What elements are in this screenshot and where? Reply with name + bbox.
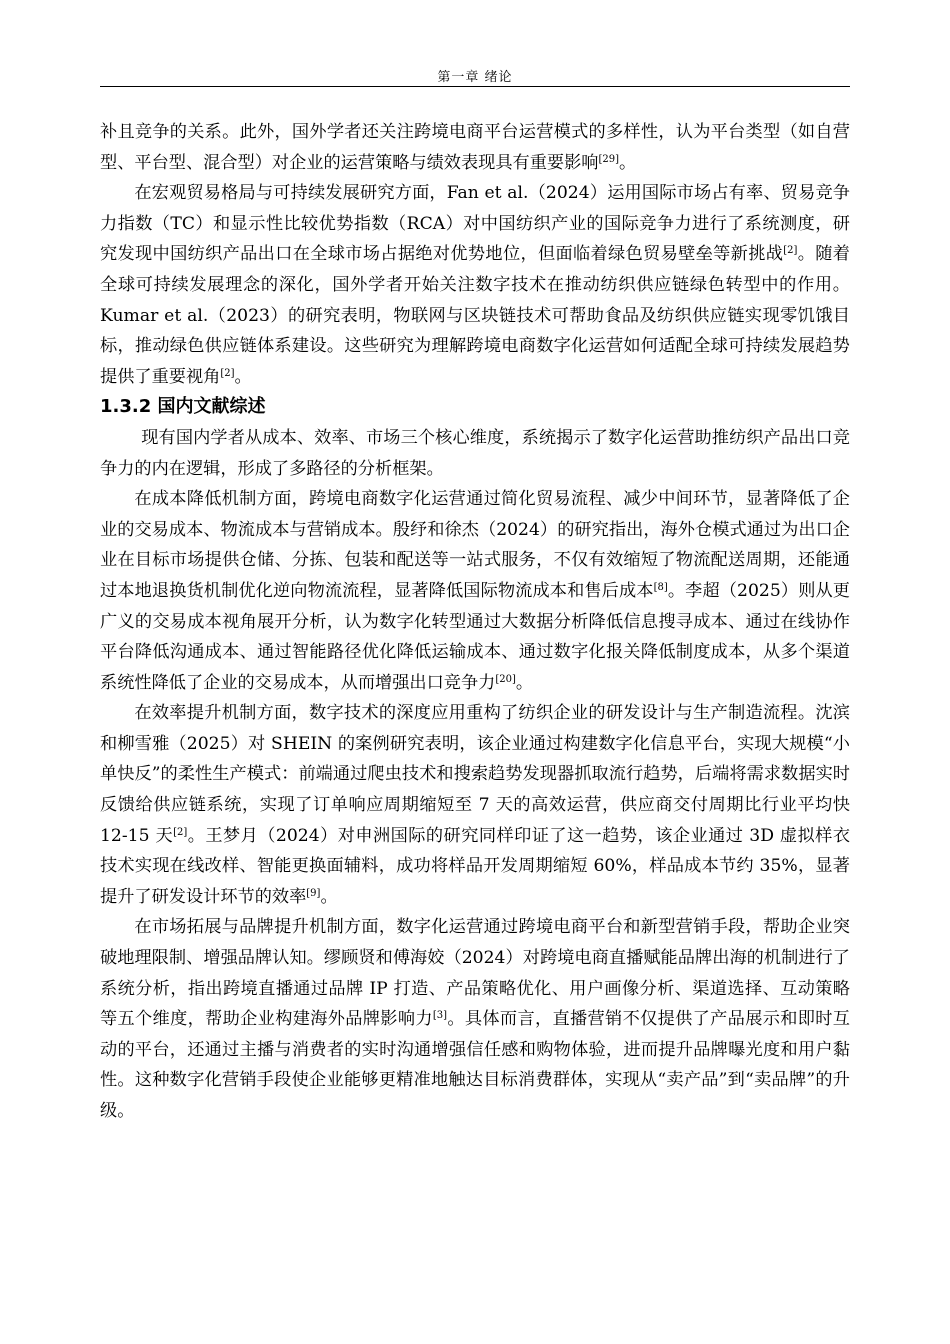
- paragraph-text: 补且竞争的关系。此外，国外学者还关注跨境电商平台运营模式的多样性，认为平台类型（如自营型、平台型、混合型）对企业的运营策略与绩效表现具有重要影响: [100, 122, 850, 173]
- paragraph-market: [100, 912, 850, 1126]
- citation: [2]: [220, 367, 235, 379]
- paragraph-continuation: [100, 117, 850, 178]
- paragraph-text: 。具体而言，直播营销不仅提供了产品展示和即时互动的平台，还通过主播与消费者的实时沟通增强信任感和购物体验，进而提升品牌曝光度和用户黏性。这种数字化营销手段使企业能够更精准地触达目标消费群体，实现从“卖产品”到“卖品牌”的升级。: [100, 1009, 850, 1121]
- paragraph-text: 。王梦月（2024）对申洲国际的研究同样印证了这一趋势，该企业通过 3D 虚拟样衣技术实现在线改样、智能更换面辅料，成功将样品开发周期缩短 60%，样品成本节约 35%，显著提升了研发设计环节的效率: [100, 825, 851, 907]
- header-rule: [100, 86, 850, 87]
- paragraph-text: 。: [320, 886, 338, 907]
- paragraph-text: 在宏观贸易格局与可持续发展研究方面，Fan et al.（2024）运用国际市场占有率、贸易竞争力指数（TC）和显示性比较优势指数（RCA）对中国纺织产业的国际竞争力进行了系统测度，研究发现中国纺织产品出口在全球市场占据绝对优势地位，但面临着绿色贸易壁垒等新挑战: [100, 183, 850, 265]
- paragraph-cost: [100, 484, 850, 698]
- citation: [3]: [432, 1010, 448, 1022]
- citation: [2]: [173, 826, 188, 838]
- paragraph-efficiency: [100, 698, 850, 912]
- paragraph-text: 在效率提升机制方面，数字技术的深度应用重构了纺织企业的研发设计与生产制造流程。沈滨和柳雪雅（2025）对 SHEIN 的案例研究表明，该企业通过构建数字化信息平台，实现大规模“小单快反”的柔性生产模式：前端通过爬虫技术和搜索趋势发现器抓取流行趋势，后端将需求数据实时反馈给供应链系统，实现了订单响应周期缩短至 7 天的高效运营，供应商交付周期比行业平均快 12-15 天: [100, 703, 850, 846]
- paragraph-text: 。: [618, 152, 637, 173]
- paragraph-text: 在市场拓展与品牌提升机制方面，数字化运营通过跨境电商平台和新型营销手段，帮助企业突破地理限制、增强品牌认知。缪顾贤和傅海姣（2024）对跨境电商直播赋能品牌出海的机制进行了系统分析，指出跨境直播通过品牌 IP 打造、产品策略优化、用户画像分析、渠道选择、互动策略等五个维度，帮助企业构建海外品牌影响力: [100, 917, 850, 1030]
- paragraph-text: 。随着全球可持续发展理念的深化，国外学者开始关注数字技术在推动纺织供应链绿色转型中的作用。Kumar et al.（2023）的研究表明，物联网与区块链技术可帮助食品及纺织供应链实现零饥饿目标，推动绿色供应链体系建设。这些研究为理解跨境电商数字化运营如何适配全球可持续发展趋势提供了重要视角: [100, 244, 850, 387]
- paragraph-text: 。: [234, 366, 252, 387]
- section-heading: 1.3.2 国内文献综述: [100, 396, 266, 418]
- paragraph-text: 在成本降低机制方面，跨境电商数字化运营通过简化贸易流程、减少中间环节，显著降低了企业的交易成本、物流成本与营销成本。殷纾和徐杰（2024）的研究指出，海外仓模式通过为出口企业在目标市场提供仓储、分拣、包装和配送等一站式服务，不仅有效缩短了物流配送周期，还能通过本地退换货机制优化逆向物流流程，显著降低国际物流成本和售后成本: [100, 489, 850, 601]
- citation: [20]: [495, 673, 516, 685]
- body-text: [100, 117, 850, 1127]
- paragraph-macro-trade: [100, 178, 850, 392]
- citation: [8]: [653, 581, 668, 593]
- paragraph-overview: [100, 423, 850, 484]
- paragraph-text: 。李超（2025）则从更广义的交易成本视角展开分析，认为数字化转型通过大数据分析降低信息搜寻成本、通过在线协作平台降低沟通成本、通过智能路径优化降低运输成本、通过数字化报关降低制度成本，从多个渠道系统性降低了企业的交易成本，从而增强出口竞争力: [100, 580, 850, 693]
- citation: [29]: [598, 153, 619, 165]
- paragraph-text: 。: [515, 672, 534, 693]
- paragraph-text: 现有国内学者从成本、效率、市场三个核心维度，系统揭示了数字化运营助推纺织产品出口竞争力的内在逻辑，形成了多路径的分析框架。: [100, 427, 850, 479]
- citation: [2]: [783, 245, 798, 257]
- running-header: 第一章 绪论: [437, 70, 513, 85]
- citation: [9]: [306, 887, 321, 899]
